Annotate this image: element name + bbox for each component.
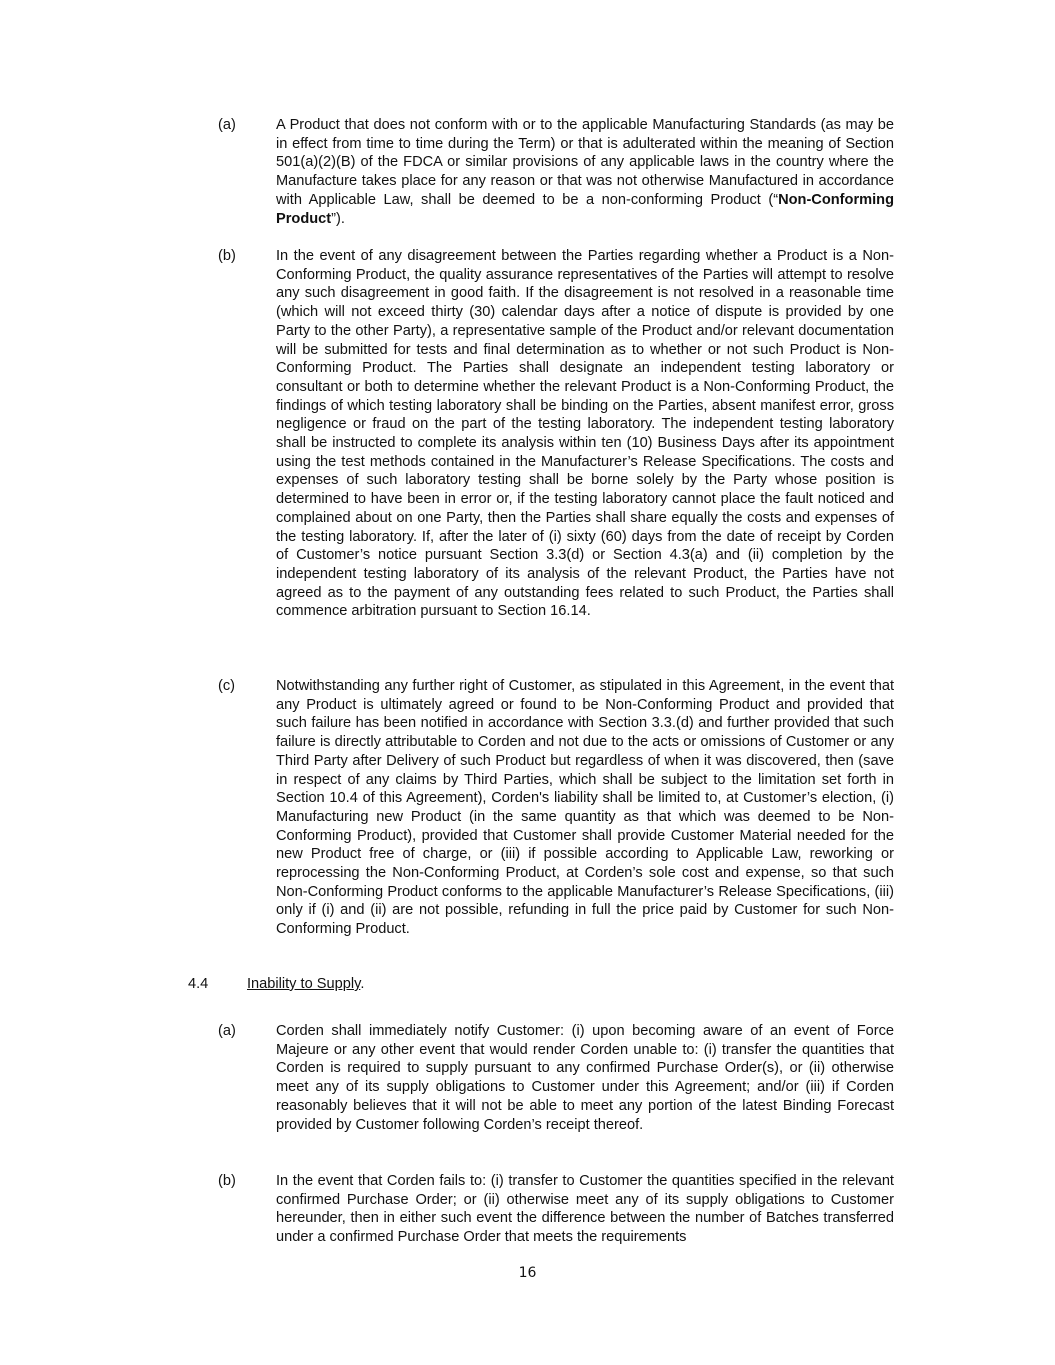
clause-4-4-a [218,1022,894,1134]
clause-text-after: ”). [331,210,345,227]
clause-4-3-b [218,247,894,621]
section-title [247,975,364,994]
clause-4-4-b [218,1172,894,1247]
section-number: 4.4 [188,976,209,992]
clause-label: (c) [218,678,236,694]
section-title-text: Inability to Supply [247,976,361,992]
clause-text: Corden shall immediately notify Customer: (i) upon becoming aware of an event of Force Majeure or any other event that would render Corden unable to: (i) transfer the quantities that Corden is required to supply pursuant to any confirmed Purchase Order(s), or (ii) otherwise meet any of its supply obligations to Customer under this Agreement; and/or (iii) if Corden reasonably believes that it will not be able to meet any portion of the latest Binding Forecast provided by Customer following Corden’s receipt thereof. [276,1023,894,1133]
clause-label: (b) [218,1173,236,1189]
clause-text: Notwithstanding any further right of Customer, as stipulated in this Agreement, in the event that any Product is ultimately agreed or found to be Non-Conforming Product and provided that such failure has been notified in accordance with Section 3.3.(d) and further provided that such failure is directly attributable to Corden and not due to the acts or omissions of Customer or any Third Party after Delivery of such Product but regardless of when it was discovered, then (save in respect of any claims by Third Parties, which shall be subject to the limitation set forth in Section 10.4 of this Agreement), Corden's liability shall be limited to, at Customer’s election, (i) Manufacturing new Product (in the same quantity as that which was deemed to be Non-Conforming Product), provided that Customer shall provide Customer Material needed for the new Product free of charge, or (iii) if possible according to Applicable Law, reworking or reprocessing the Non-Conforming Product, at Corden’s sole cost and expense, so that such Non-Conforming Product conforms to the applicable Manufacturer’s Release Specifications, (iii) only if (i) and (ii) are not possible, refunding in full the price paid by Customer for such Non-Conforming Product. [276,678,894,938]
clause-label: (b) [218,248,236,264]
section-title-suffix: . [360,976,365,992]
clause-label: (a) [218,1023,236,1039]
clause-text-before: A Product that does not conform with or to the applicable Manufacturing Standards (as may be in effect from time to time during the Term) or that is adulterated within the meaning of Section 501(a)(2)(B) of the FDCA or similar provisions of any applicable laws in the country where the Manufacture takes place for any reason or that was not otherwise Manufactured in accordance with Applicable Law, shall be deemed to be a non-conforming Product (“ [276,117,894,208]
page-number: 16 [518,1265,537,1281]
clause-text [276,116,894,228]
defined-term: Non-Conforming Product [276,191,894,227]
clause-label: (a) [218,117,236,133]
clause-4-3-c [218,677,894,939]
clause-text: In the event that Corden fails to: (i) transfer to Customer the quantities specified in the relevant confirmed Purchase Order; or (ii) otherwise meet any of its supply obligations to Customer hereunder, then in either such event the difference between the number of Batches transferred under a confirmed Purchase Order that meets the requirements [276,1173,894,1246]
clause-4-3-a [218,116,894,228]
clause-text: In the event of any disagreement between the Parties regarding whether a Product is a Non-Conforming Product, the quality assurance representatives of the Parties will attempt to resolve any such disagreement in good faith. If the disagreement is not resolved in a reasonable time (which will not exceed thirty (30) calendar days after a notice of dispute is provided by one Party to the other Party), a representative sample of the Product and/or relevant documentation will be submitted for tests and final determination as to whether or not such Product is Non-Conforming Product. The Parties shall designate an independent testing laboratory or consultant or both to determine whether the relevant Product is a Non-Conforming Product, the findings of which testing laboratory shall be binding on the Parties, absent manifest error, gross negligence or fraud on the part of the testing laboratory. The independent testing laboratory shall be instructed to complete its analysis within ten (10) Business Days after its appointment using the test methods contained in the Manufacturer’s Release Specifications. The costs and expenses of such laboratory testing shall be borne solely by the Party whose position is determined to have been in error or, if the testing laboratory cannot place the fault noticed and complained about on one Party, then the Parties shall share equally the costs and expenses of the testing laboratory. If, after the later of (i) sixty (60) days from the date of receipt by Corden of Customer’s notice pursuant Section 3.3(d) or Section 4.3(a) and (ii) completion by the independent testing laboratory of its analysis of the relevant Product, the Parties have not agreed as to the payment of any outstanding fees related to such Product, the Parties shall commence arbitration pursuant to Section 16.14. [276,248,894,620]
